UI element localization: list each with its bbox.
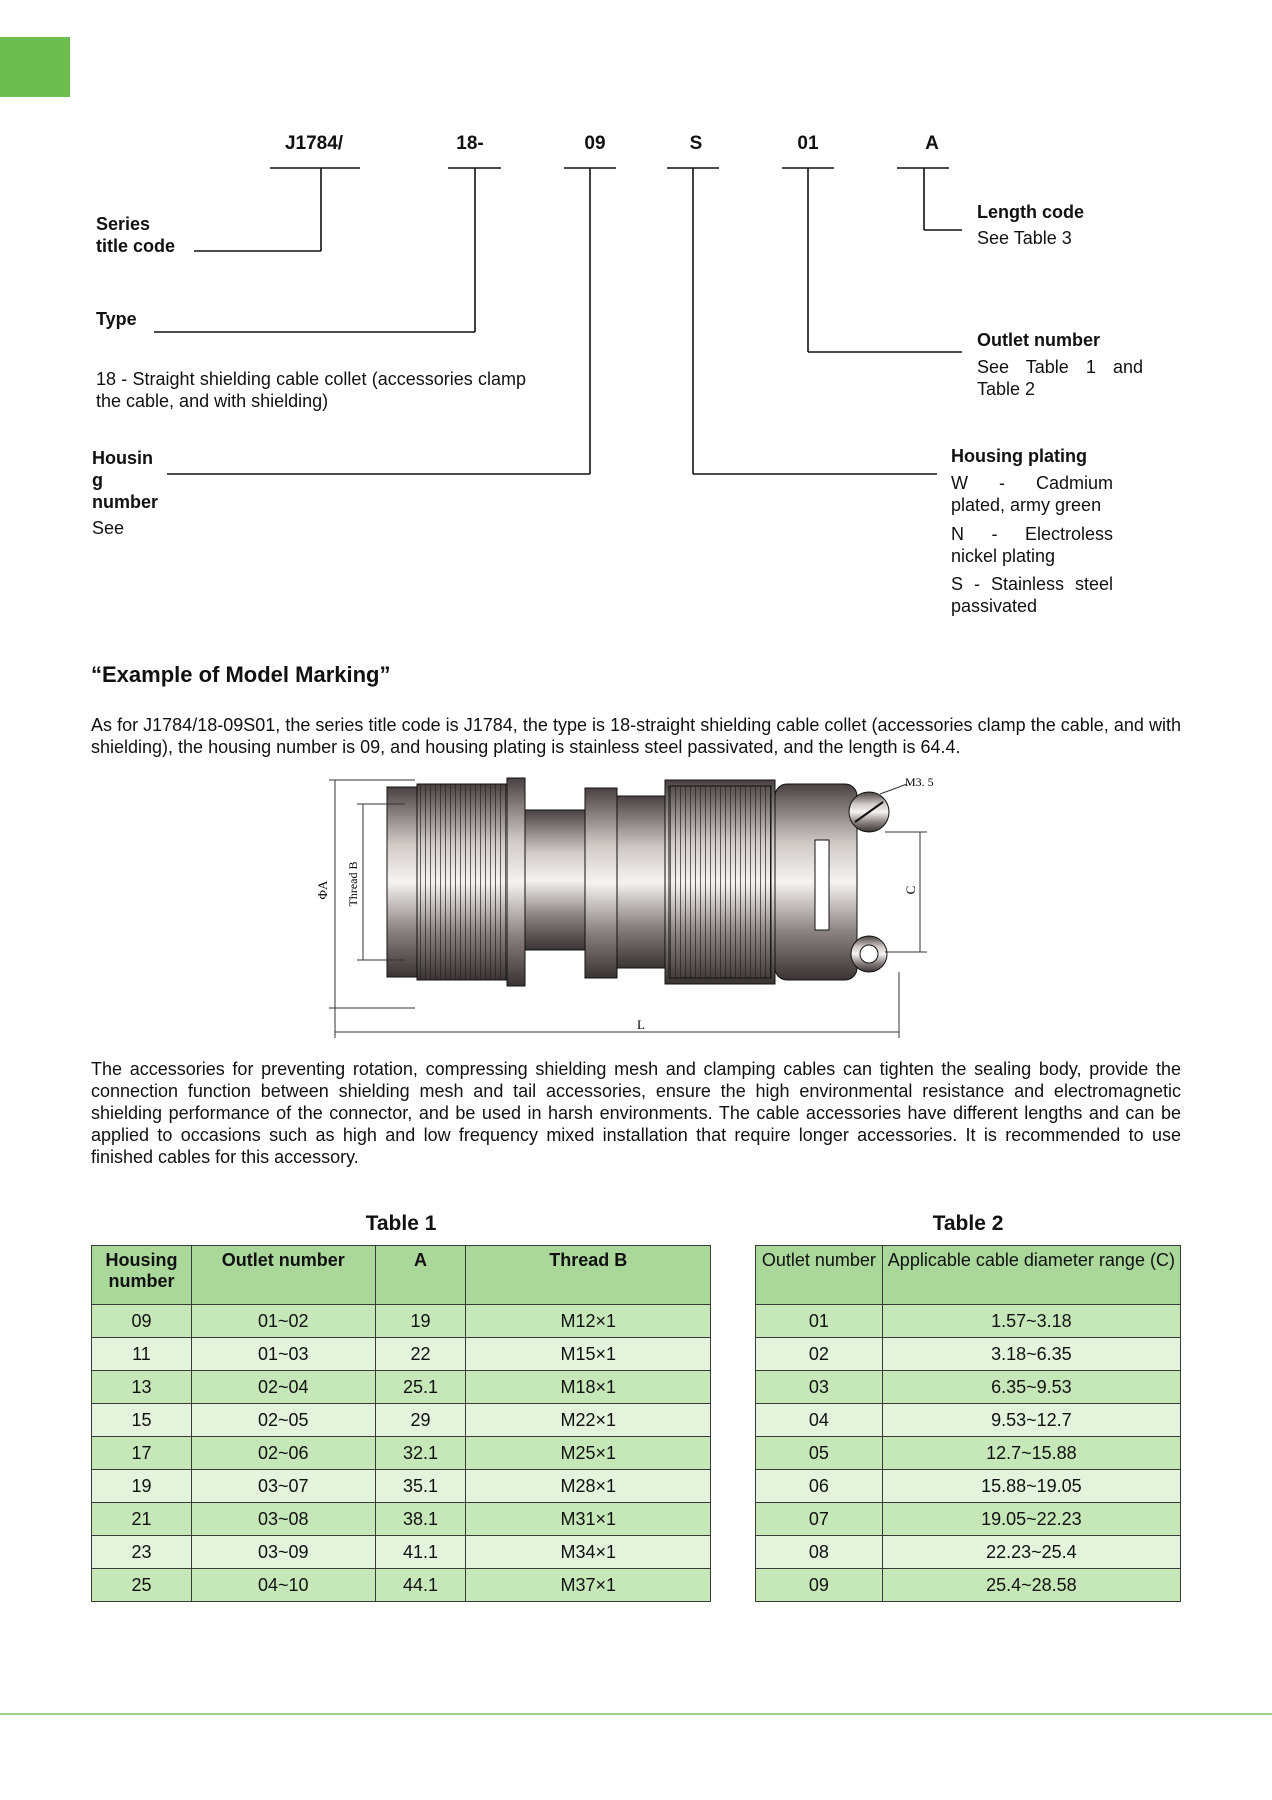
table2-cell: 06 <box>756 1470 883 1503</box>
table1-cell: 19 <box>92 1470 192 1503</box>
table1-cell: M22×1 <box>466 1404 711 1437</box>
table1-row <box>92 1569 711 1602</box>
table1-cell: 22 <box>375 1338 466 1371</box>
table2-row <box>756 1536 1181 1569</box>
table1-cell: M18×1 <box>466 1371 711 1404</box>
outlet-number-see: See Table 1 and Table 2 <box>977 357 1143 399</box>
table1-row <box>92 1470 711 1503</box>
accessory-description: The accessories for preventing rotation, compressing shielding mesh and clamping cables can tighten the sealing body, provide the connection function between shielding mesh and tail accessories, ensure the high environmental resistance and electromagnetic shielding performance of the connector, and be used in harsh environments. The cable accessories have different lengths and can be applied to occasions such as high and low frequency mixed installation that require longer accessories. It is recommended to use finished cables for this accessory. <box>91 1059 1181 1167</box>
table2-cell: 15.88~19.05 <box>882 1470 1180 1503</box>
type-description: 18 - Straight shielding cable collet (accessories clamp the cable, and with shielding) <box>96 369 526 411</box>
table1-cell: M12×1 <box>466 1305 711 1338</box>
table1-cell: 11 <box>92 1338 192 1371</box>
table2-title: Table 2 <box>932 1212 1004 1235</box>
table2-cell: 6.35~9.53 <box>882 1371 1180 1404</box>
table1-header: Outlet number <box>191 1246 375 1305</box>
table2-cell: 08 <box>756 1536 883 1569</box>
table1-cell: M31×1 <box>466 1503 711 1536</box>
table2-header: Applicable cable diameter range (C) <box>882 1246 1180 1305</box>
table1-cell: 21 <box>92 1503 192 1536</box>
table2-cell: 22.23~25.4 <box>882 1536 1180 1569</box>
table2-cell: 1.57~3.18 <box>882 1305 1180 1338</box>
dim-l-label: L <box>637 1017 645 1032</box>
table1 <box>91 1245 711 1602</box>
table1-cell: M15×1 <box>466 1338 711 1371</box>
table2-cell: 19.05~22.23 <box>882 1503 1180 1536</box>
table2-cell: 12.7~15.88 <box>882 1437 1180 1470</box>
table1-row <box>92 1536 711 1569</box>
table2-cell: 01 <box>756 1305 883 1338</box>
plating-option-n: N - Electroless nickel plating <box>951 524 1113 566</box>
table1-cell: 03~08 <box>191 1503 375 1536</box>
footer-divider <box>0 1713 1272 1715</box>
table1-title: Table 1 <box>365 1212 437 1235</box>
code-housing-number: 09 <box>584 133 606 154</box>
housing-plating-label: Housing plating <box>951 446 1087 466</box>
table2-cell: 04 <box>756 1404 883 1437</box>
table1-cell: 44.1 <box>375 1569 466 1602</box>
table2-row <box>756 1371 1181 1404</box>
table1-cell: M25×1 <box>466 1437 711 1470</box>
code-type: 18- <box>456 133 484 154</box>
outlet-number-label: Outlet number <box>977 330 1101 350</box>
table1-cell: 02~05 <box>191 1404 375 1437</box>
connector-drawing <box>315 772 955 1044</box>
table1-cell: 09 <box>92 1305 192 1338</box>
table1-cell: 29 <box>375 1404 466 1437</box>
table2-cell: 9.53~12.7 <box>882 1404 1180 1437</box>
table1-cell: 15 <box>92 1404 192 1437</box>
dim-thread-label: Thread B <box>346 861 360 907</box>
type-label: Type <box>96 309 137 329</box>
code-length: A <box>925 133 939 154</box>
dim-m-label: M3. 5 <box>905 775 934 789</box>
table2-row <box>756 1305 1181 1338</box>
table2-row <box>756 1404 1181 1437</box>
table1-cell: 32.1 <box>375 1437 466 1470</box>
table1-row <box>92 1503 711 1536</box>
plating-option-w: W - Cadmium plated, army green <box>951 473 1113 515</box>
table2-row <box>756 1437 1181 1470</box>
table2-cell: 25.4~28.58 <box>882 1569 1180 1602</box>
table1-cell: 23 <box>92 1536 192 1569</box>
table1-cell: 03~07 <box>191 1470 375 1503</box>
housing-number-see: See <box>92 518 125 538</box>
table1-cell: 01~02 <box>191 1305 375 1338</box>
code-outlet: 01 <box>797 133 819 154</box>
dim-c-label: C <box>903 885 918 895</box>
length-code-label: Length code <box>977 202 1084 222</box>
table1-cell: 02~06 <box>191 1437 375 1470</box>
table1-cell: 01~03 <box>191 1338 375 1371</box>
plating-option-s: S - Stainless steel passivated <box>951 574 1113 616</box>
table1-cell: 03~09 <box>191 1536 375 1569</box>
table1-cell: 02~04 <box>191 1371 375 1404</box>
table2-cell: 03 <box>756 1371 883 1404</box>
table1-row <box>92 1371 711 1404</box>
table1-row <box>92 1338 711 1371</box>
table2-row <box>756 1503 1181 1536</box>
table1-cell: 04~10 <box>191 1569 375 1602</box>
table2-row <box>756 1569 1181 1602</box>
table1-cell: M34×1 <box>466 1536 711 1569</box>
table1-header: Thread B <box>466 1246 711 1305</box>
table1-cell: 13 <box>92 1371 192 1404</box>
dim-a-label: ΦA <box>315 880 330 900</box>
housing-number-label: Housin g number <box>92 448 159 512</box>
table2-cell: 02 <box>756 1338 883 1371</box>
length-code-see: See Table 3 <box>977 228 1072 248</box>
table1-cell: 25.1 <box>375 1371 466 1404</box>
example-title: “Example of Model Marking” <box>91 662 391 687</box>
table1-row <box>92 1305 711 1338</box>
table1-row <box>92 1404 711 1437</box>
table2-row <box>756 1470 1181 1503</box>
table1-cell: 17 <box>92 1437 192 1470</box>
table1-cell: 41.1 <box>375 1536 466 1569</box>
example-text: As for J1784/18-09S01, the series title code is J1784, the type is 18-straight shielding cable collet (accessories clamp the cable, and with shielding), the housing number is 09, and housing plating is stainless steel passivated, and the length is 64.4. <box>91 715 1181 757</box>
table1-cell: 25 <box>92 1569 192 1602</box>
table1-cell: 19 <box>375 1305 466 1338</box>
table2-cell: 05 <box>756 1437 883 1470</box>
table1-header: A <box>375 1246 466 1305</box>
table1-cell: 38.1 <box>375 1503 466 1536</box>
table2-row <box>756 1338 1181 1371</box>
table1-row <box>92 1437 711 1470</box>
table2-cell: 09 <box>756 1569 883 1602</box>
table2 <box>755 1245 1181 1602</box>
table2-cell: 07 <box>756 1503 883 1536</box>
code-series: J1784/ <box>284 133 344 154</box>
table1-cell: M28×1 <box>466 1470 711 1503</box>
table1-header: Housing number <box>92 1246 192 1305</box>
table2-header: Outlet number <box>756 1246 883 1305</box>
series-title-label: Series title code <box>96 214 176 256</box>
table2-cell: 3.18~6.35 <box>882 1338 1180 1371</box>
table1-cell: M37×1 <box>466 1569 711 1602</box>
code-plating: S <box>689 133 703 154</box>
table1-cell: 35.1 <box>375 1470 466 1503</box>
